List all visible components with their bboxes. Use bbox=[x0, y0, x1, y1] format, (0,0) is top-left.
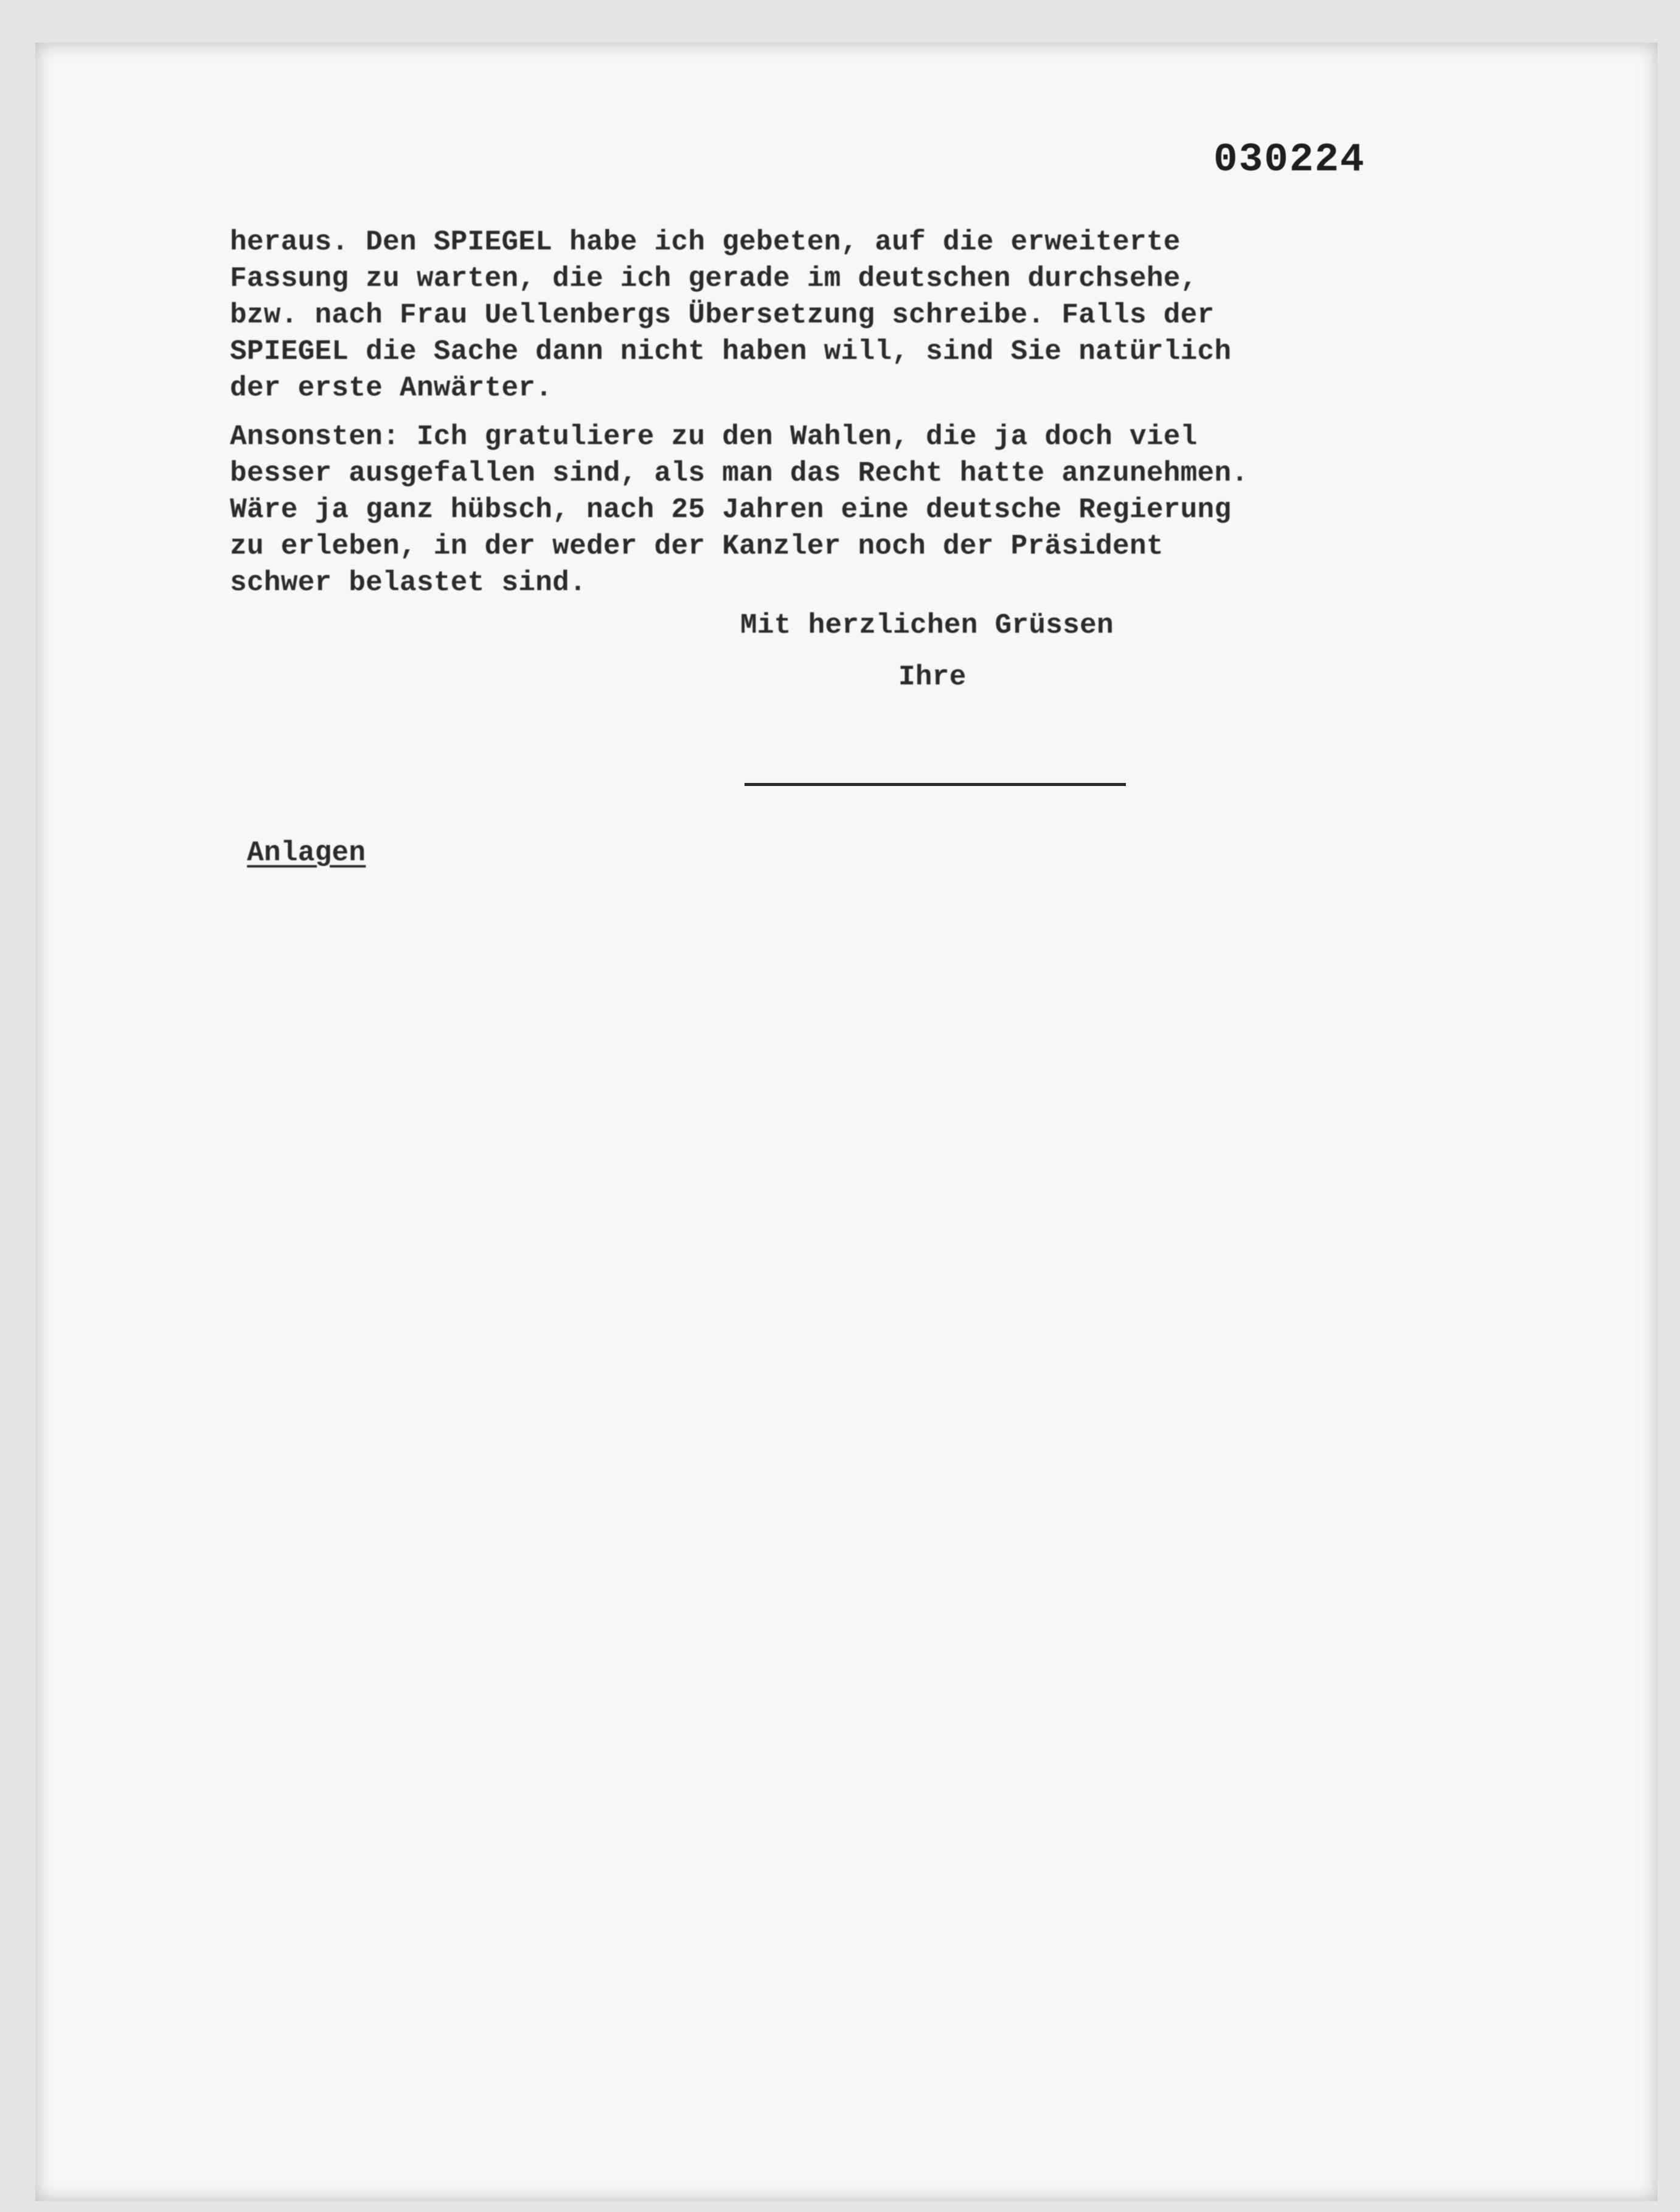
signature-line bbox=[745, 783, 1126, 786]
text-line: bzw. nach Frau Uellenbergs Übersetzung schreibe. Falls der bbox=[230, 299, 1215, 331]
text-line: Wäre ja ganz hübsch, nach 25 Jahren eine deutsche Regierung bbox=[230, 494, 1232, 526]
signoff: Ihre bbox=[898, 661, 967, 693]
closing: Mit herzlichen Grüssen bbox=[740, 610, 1114, 641]
document-number: 030224 bbox=[1213, 137, 1366, 183]
text-line: Ansonsten: Ich gratuliere zu den Wahlen, die ja doch viel bbox=[230, 421, 1198, 453]
text-line: SPIEGEL die Sache dann nicht haben will, sind Sie natürlich bbox=[230, 336, 1232, 367]
text-line: Fassung zu warten, die ich gerade im deutschen durchsehe, bbox=[230, 263, 1198, 294]
text-line: zu erleben, in der weder der Kanzler noch der Präsident bbox=[230, 530, 1164, 562]
text-line: der erste Anwärter. bbox=[230, 372, 553, 404]
enclosures-label: Anlagen bbox=[247, 837, 366, 869]
text-line: besser ausgefallen sind, als man das Recht hatte anzunehmen. bbox=[230, 457, 1249, 489]
text-line: schwer belastet sind. bbox=[230, 567, 586, 599]
text-line: heraus. Den SPIEGEL habe ich gebeten, auf die erweiterte bbox=[230, 226, 1181, 258]
